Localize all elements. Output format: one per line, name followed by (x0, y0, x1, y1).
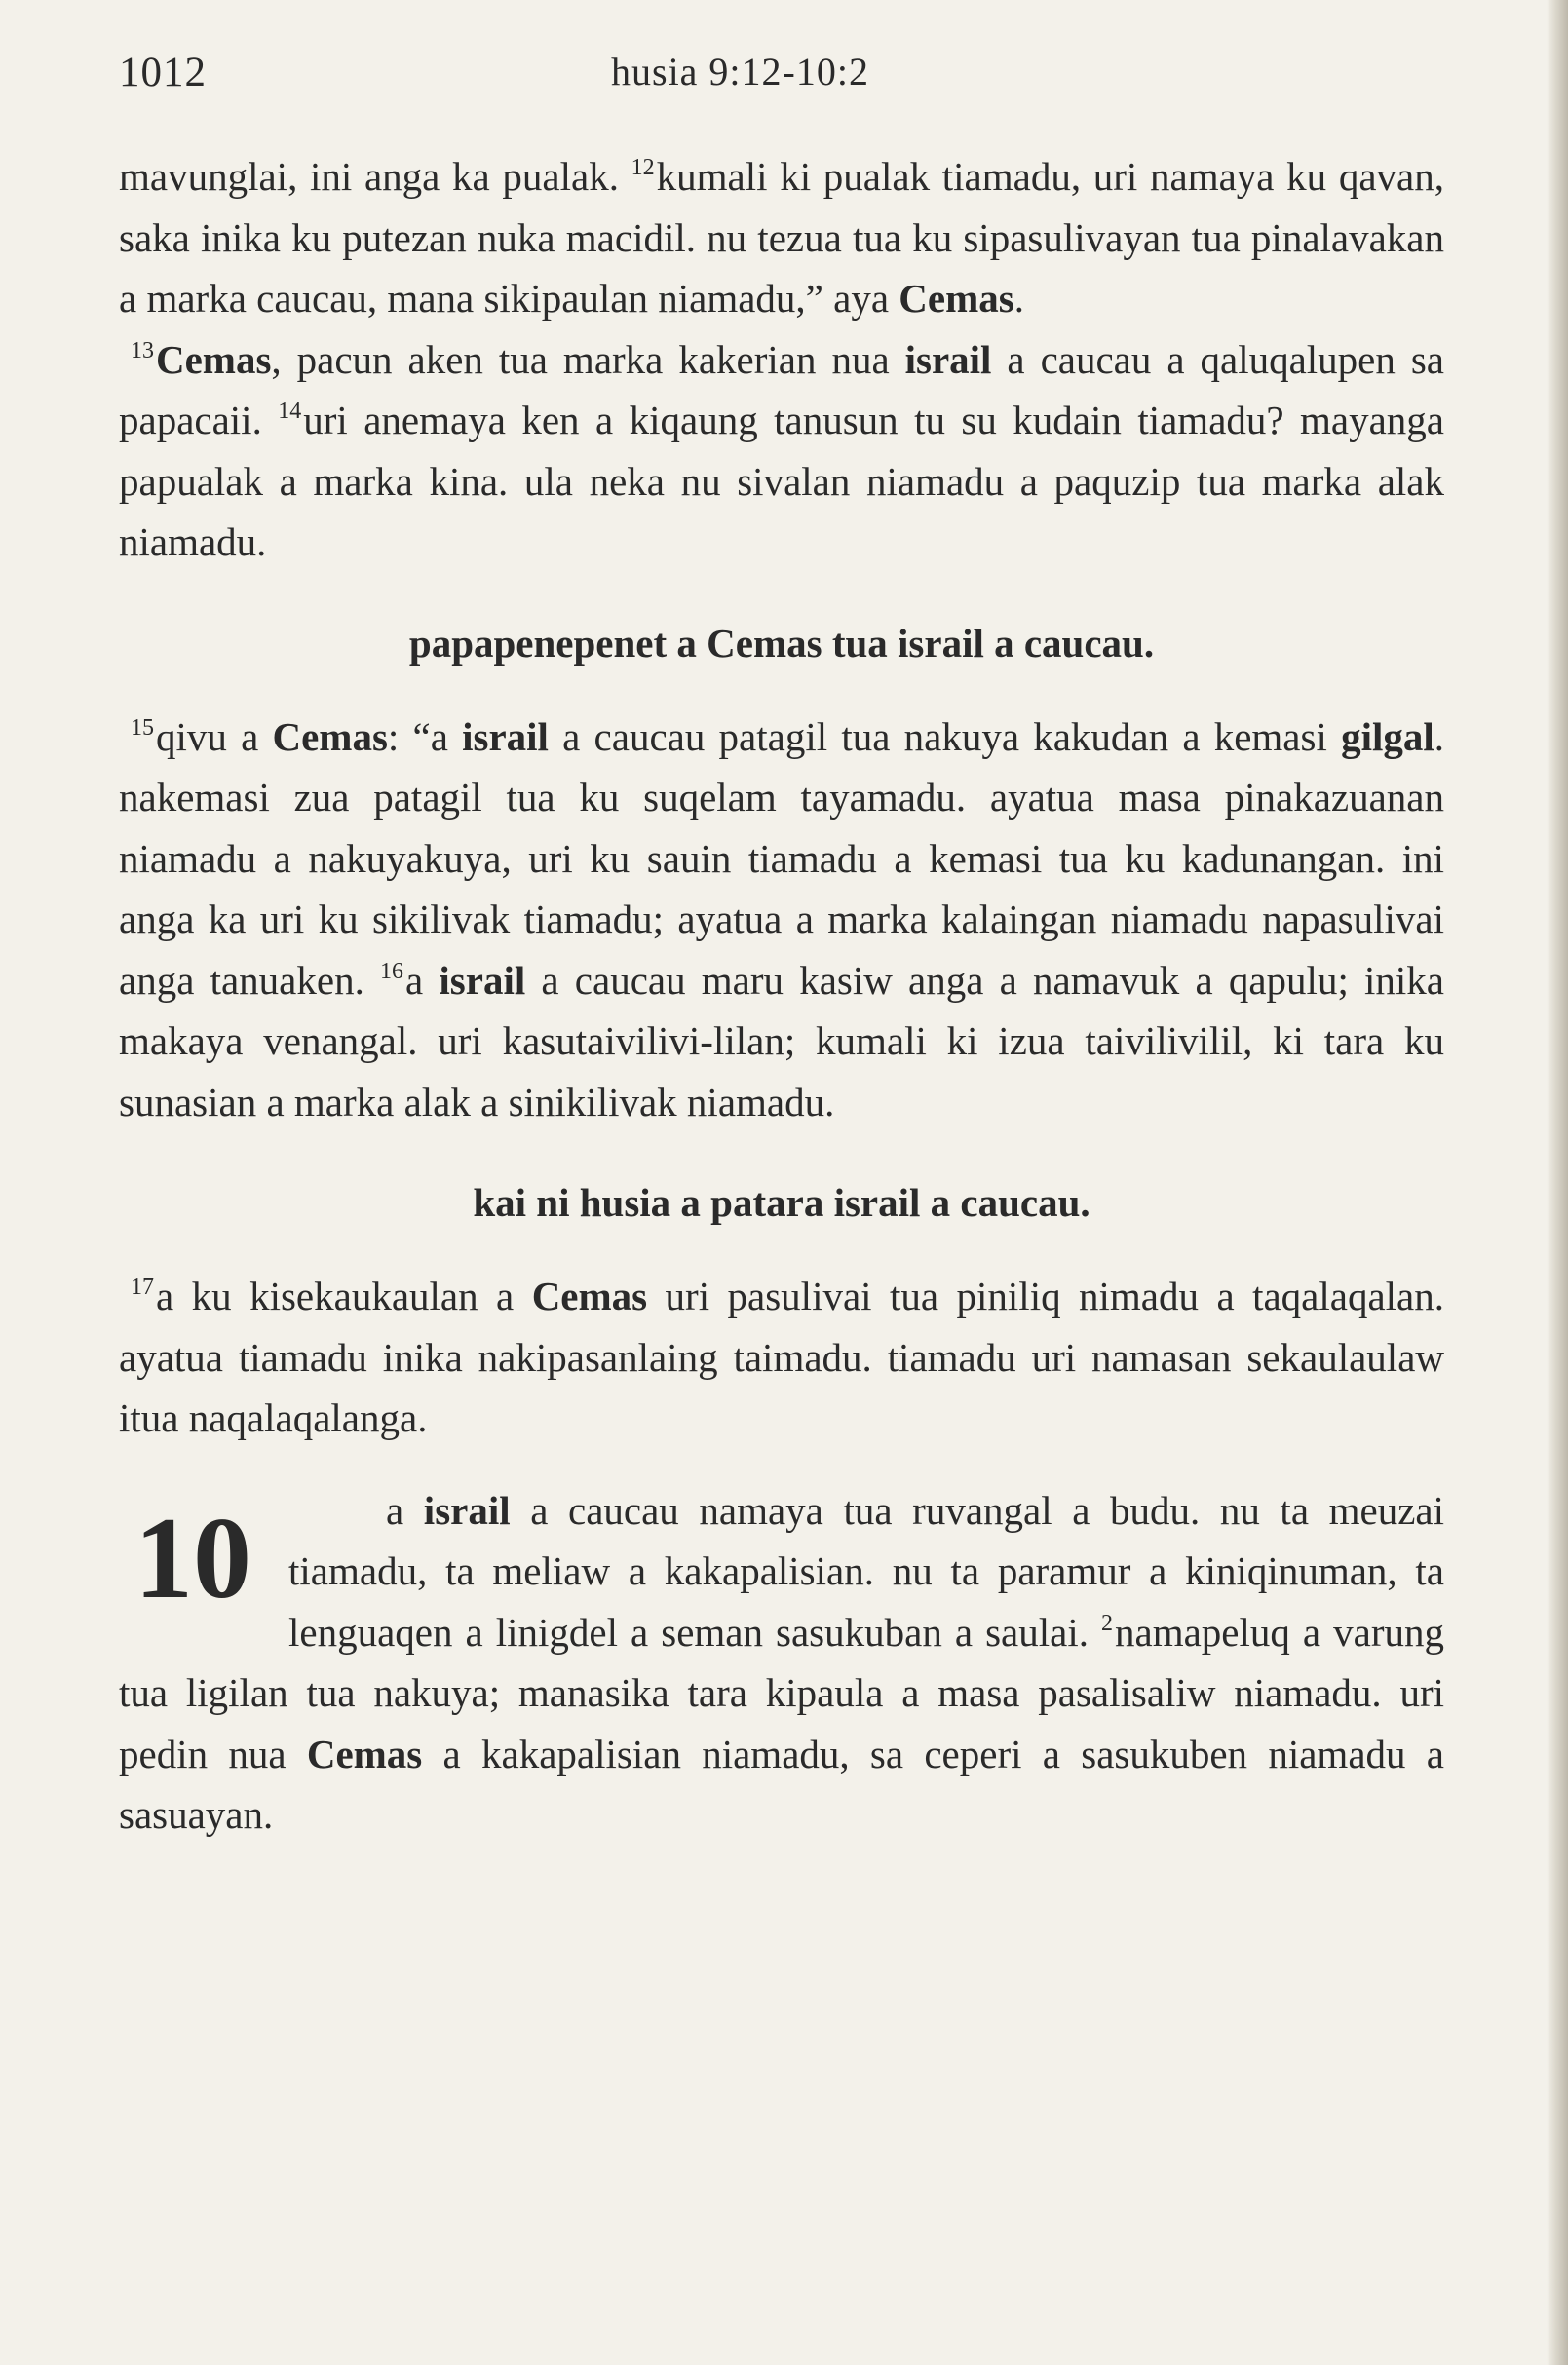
text-run: a (386, 1487, 424, 1533)
text-run: . (1013, 276, 1024, 321)
section-heading: kai ni husia a patara israil a caucau. (473, 1180, 1090, 1225)
text-run: qivu a (156, 713, 273, 759)
text-run: a (405, 957, 440, 1003)
page-header (119, 49, 1444, 107)
paragraph-verse-17 (119, 1266, 1444, 1449)
proper-name: israil (462, 713, 549, 759)
verse-number: 13 (131, 337, 154, 363)
proper-name: Cemas (156, 336, 272, 382)
section-heading: papapenepenet a Cemas tua israil a caucau. (408, 620, 1155, 666)
paragraph-chapter-10 (119, 1480, 1444, 1846)
text-run: mavunglai, ini anga ka pualak. (119, 154, 631, 199)
text-run: uri anemaya ken a kiqaung tanusun tu su kudain tiamadu? mayanga papualak a marka kina. ula neka nu sivalan niamadu a paquzip tua marka alak niamadu. (119, 398, 1444, 564)
body-text (119, 146, 1444, 1846)
chapter-10 (119, 1480, 1444, 1846)
chapter-number: 10 (134, 1492, 251, 1622)
proper-name: israil (423, 1487, 511, 1533)
verse-number: 12 (631, 155, 655, 180)
proper-name: Cemas (531, 1274, 648, 1318)
page-edge-shadow (1547, 0, 1568, 2365)
text-run: a caucau maru kasiw anga a namavuk a qapulu; inika makaya venangal. uri kasutaivilivi-lilan; kumali ki izua taivilivilil, ki tara ku sunasian a marka alak a sinikilivak niamadu. (119, 957, 1445, 1125)
proper-name: Cemas (899, 276, 1014, 321)
paragraph-verse-13 (119, 329, 1444, 573)
text-run: . nakemasi zua patagil tua ku suqelam tayamadu. ayatua masa pinakazuanan niamadu a nakuyakuya, uri ku sauin tiamadu a kemasi tua ku kadunangan. ini anga ka uri ku sikilivak tiamadu; ayatua a marka kalaingan niamadu napasulivai anga tanuaken. (119, 713, 1444, 1003)
text-run: uri pasulivai tua piniliq nimadu a taqalaqalan. ayatua tiamadu inika nakipasanlaing taimadu. tiamadu uri namasan sekaulaulaw itua naqalaqalanga. (119, 1274, 1444, 1440)
running-head: husia 9:12-10:2 (611, 50, 869, 94)
verse-number: 17 (131, 1275, 154, 1300)
text-run: a kakapalisian niamadu, sa ceperi a sasukuben niamadu a sasuayan. (119, 1731, 1444, 1837)
page-number: 1012 (119, 50, 207, 95)
verse-number: 14 (278, 399, 302, 424)
proper-name: israil (904, 336, 992, 382)
verse-number: 16 (380, 958, 404, 984)
text-run: , pacun aken tua marka kakerian nua (271, 336, 905, 382)
text-run: : “a (387, 713, 463, 759)
text-run: a ku kisekaukaulan a (156, 1274, 532, 1318)
verse-number: 2 (1101, 1610, 1113, 1636)
paragraph-verse-12 (119, 146, 1444, 329)
text-run: kumali ki pualak tiamadu, uri namaya ku qavan, saka inika ku putezan nuka macidil. nu tezua tua ku sipasulivayan tua pinalavakan a marka caucau, mana sikipaulan niamadu,” aya (119, 154, 1444, 321)
paragraph-verse-15 (119, 706, 1444, 1133)
proper-name: Cemas (306, 1731, 423, 1776)
verse-number: 15 (131, 714, 154, 741)
proper-name: israil (439, 957, 526, 1003)
text-run: a caucau namaya tua ruvangal a budu. nu ta meuzai tiamadu, ta meliaw a kakapalisian. nu ta paramur a kiniqinuman, ta lenguaqen a linigdel a seman sasukuban a saulai. (288, 1487, 1444, 1655)
proper-name: gilgal (1341, 713, 1434, 759)
text-run: namapeluq a varung tua ligilan tua nakuya; manasika tara kipaula a masa pasalisaliw niamadu. uri pedin nua (119, 1609, 1444, 1776)
proper-name: Cemas (272, 713, 388, 759)
text-run: a caucau a qaluqalupen sa papacaii. (119, 336, 1444, 442)
text-run: a caucau patagil tua nakuya kakudan a kemasi (548, 713, 1342, 759)
